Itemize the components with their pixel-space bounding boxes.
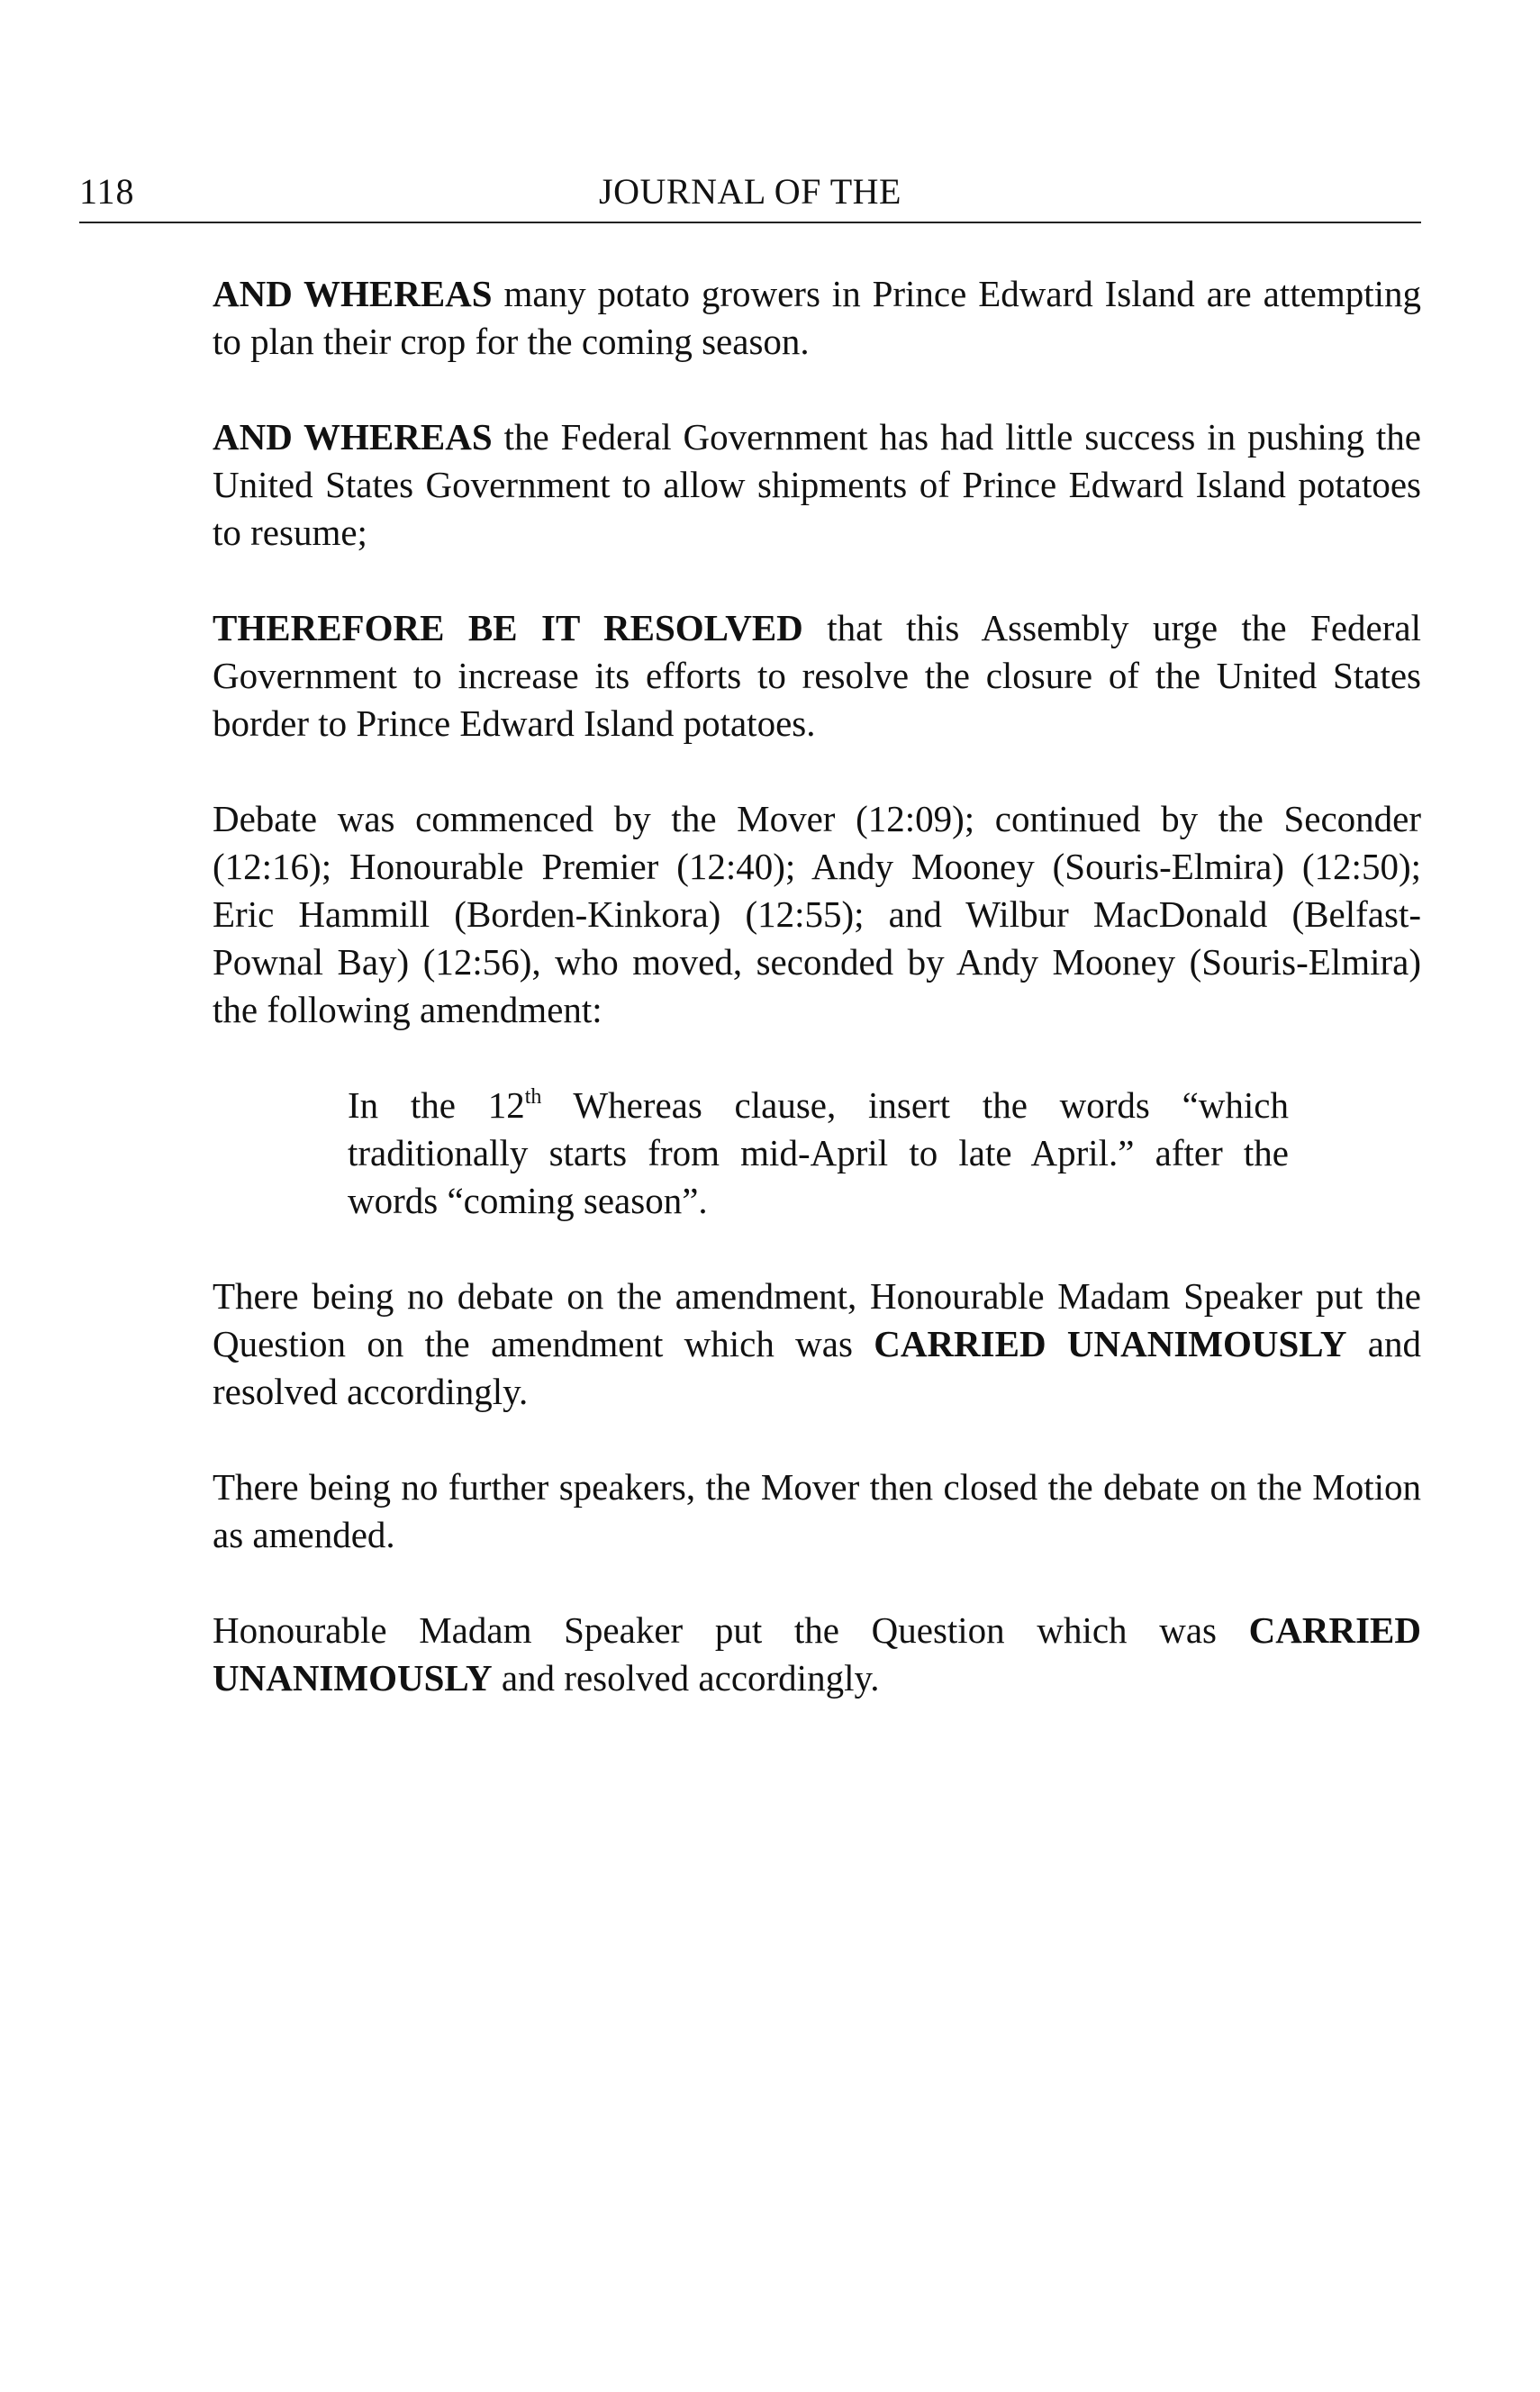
- paragraph-text-end: and resolved accordingly.: [492, 1657, 880, 1699]
- journal-body: [213, 270, 1421, 1750]
- paragraph-text: There being no further speakers, the Mover then closed the debate on the Motion as amended.: [213, 1466, 1421, 1555]
- whereas-lead: AND WHEREAS: [213, 416, 493, 458]
- amendment-vote-paragraph: [213, 1273, 1421, 1416]
- paragraph-text: many potato growers in Prince Edward Island are attempting to plan their crop for the coming season.: [213, 273, 1421, 362]
- paragraph-text: Debate was commenced by the Mover (12:09); continued by the Seconder (12:16); Honourable Premier (12:40); Andy Mooney (Souris-Elmira) (12:50); Eric Hammill (Borden-Kinkora) (12:55); and Wilbur MacDonald (Belfast-Pownal Bay) (12:56), who moved, seconded by Andy Mooney (Souris-Elmira) the following amendment:: [213, 798, 1421, 1030]
- paragraph-text: There being no debate on the amendment, Honourable Madam Speaker put the Question on the amendment which was: [213, 1275, 1421, 1364]
- vote-result: CARRIED UNANIMOUSLY: [213, 1609, 1421, 1699]
- paragraph-text-end: and resolved accordingly.: [213, 1323, 1421, 1412]
- paragraph-text: the Federal Government has had little success in pushing the United States Government to allow shipments of Prince Edward Island potatoes to resume;: [213, 416, 1421, 553]
- vote-result: CARRIED UNANIMOUSLY: [874, 1323, 1347, 1364]
- ordinal-superscript: th: [524, 1085, 542, 1109]
- running-head: JOURNAL OF THE: [599, 171, 901, 212]
- debate-paragraph: [213, 795, 1421, 1034]
- whereas-paragraph-1: [213, 270, 1421, 366]
- final-vote-paragraph: [213, 1607, 1421, 1702]
- amendment-after: Whereas clause, insert the words “which traditionally starts from mid-April to late April.” after the words “coming season”.: [348, 1084, 1289, 1221]
- page-number: 118: [79, 171, 135, 212]
- closing-debate-paragraph: [213, 1463, 1421, 1559]
- resolution-paragraph: [213, 604, 1421, 748]
- whereas-paragraph-2: [213, 413, 1421, 557]
- paragraph-text: Honourable Madam Speaker put the Question which was: [213, 1609, 1249, 1651]
- paragraph-text: that this Assembly urge the Federal Government to increase its efforts to resolve the closure of the United States border to Prince Edward Island potatoes.: [213, 607, 1421, 744]
- page-header: [79, 171, 1421, 223]
- amendment-text: [348, 1082, 1289, 1225]
- amendment-before: In the 12: [348, 1084, 525, 1126]
- whereas-lead: AND WHEREAS: [213, 273, 493, 314]
- resolution-lead: THEREFORE BE IT RESOLVED: [213, 607, 803, 648]
